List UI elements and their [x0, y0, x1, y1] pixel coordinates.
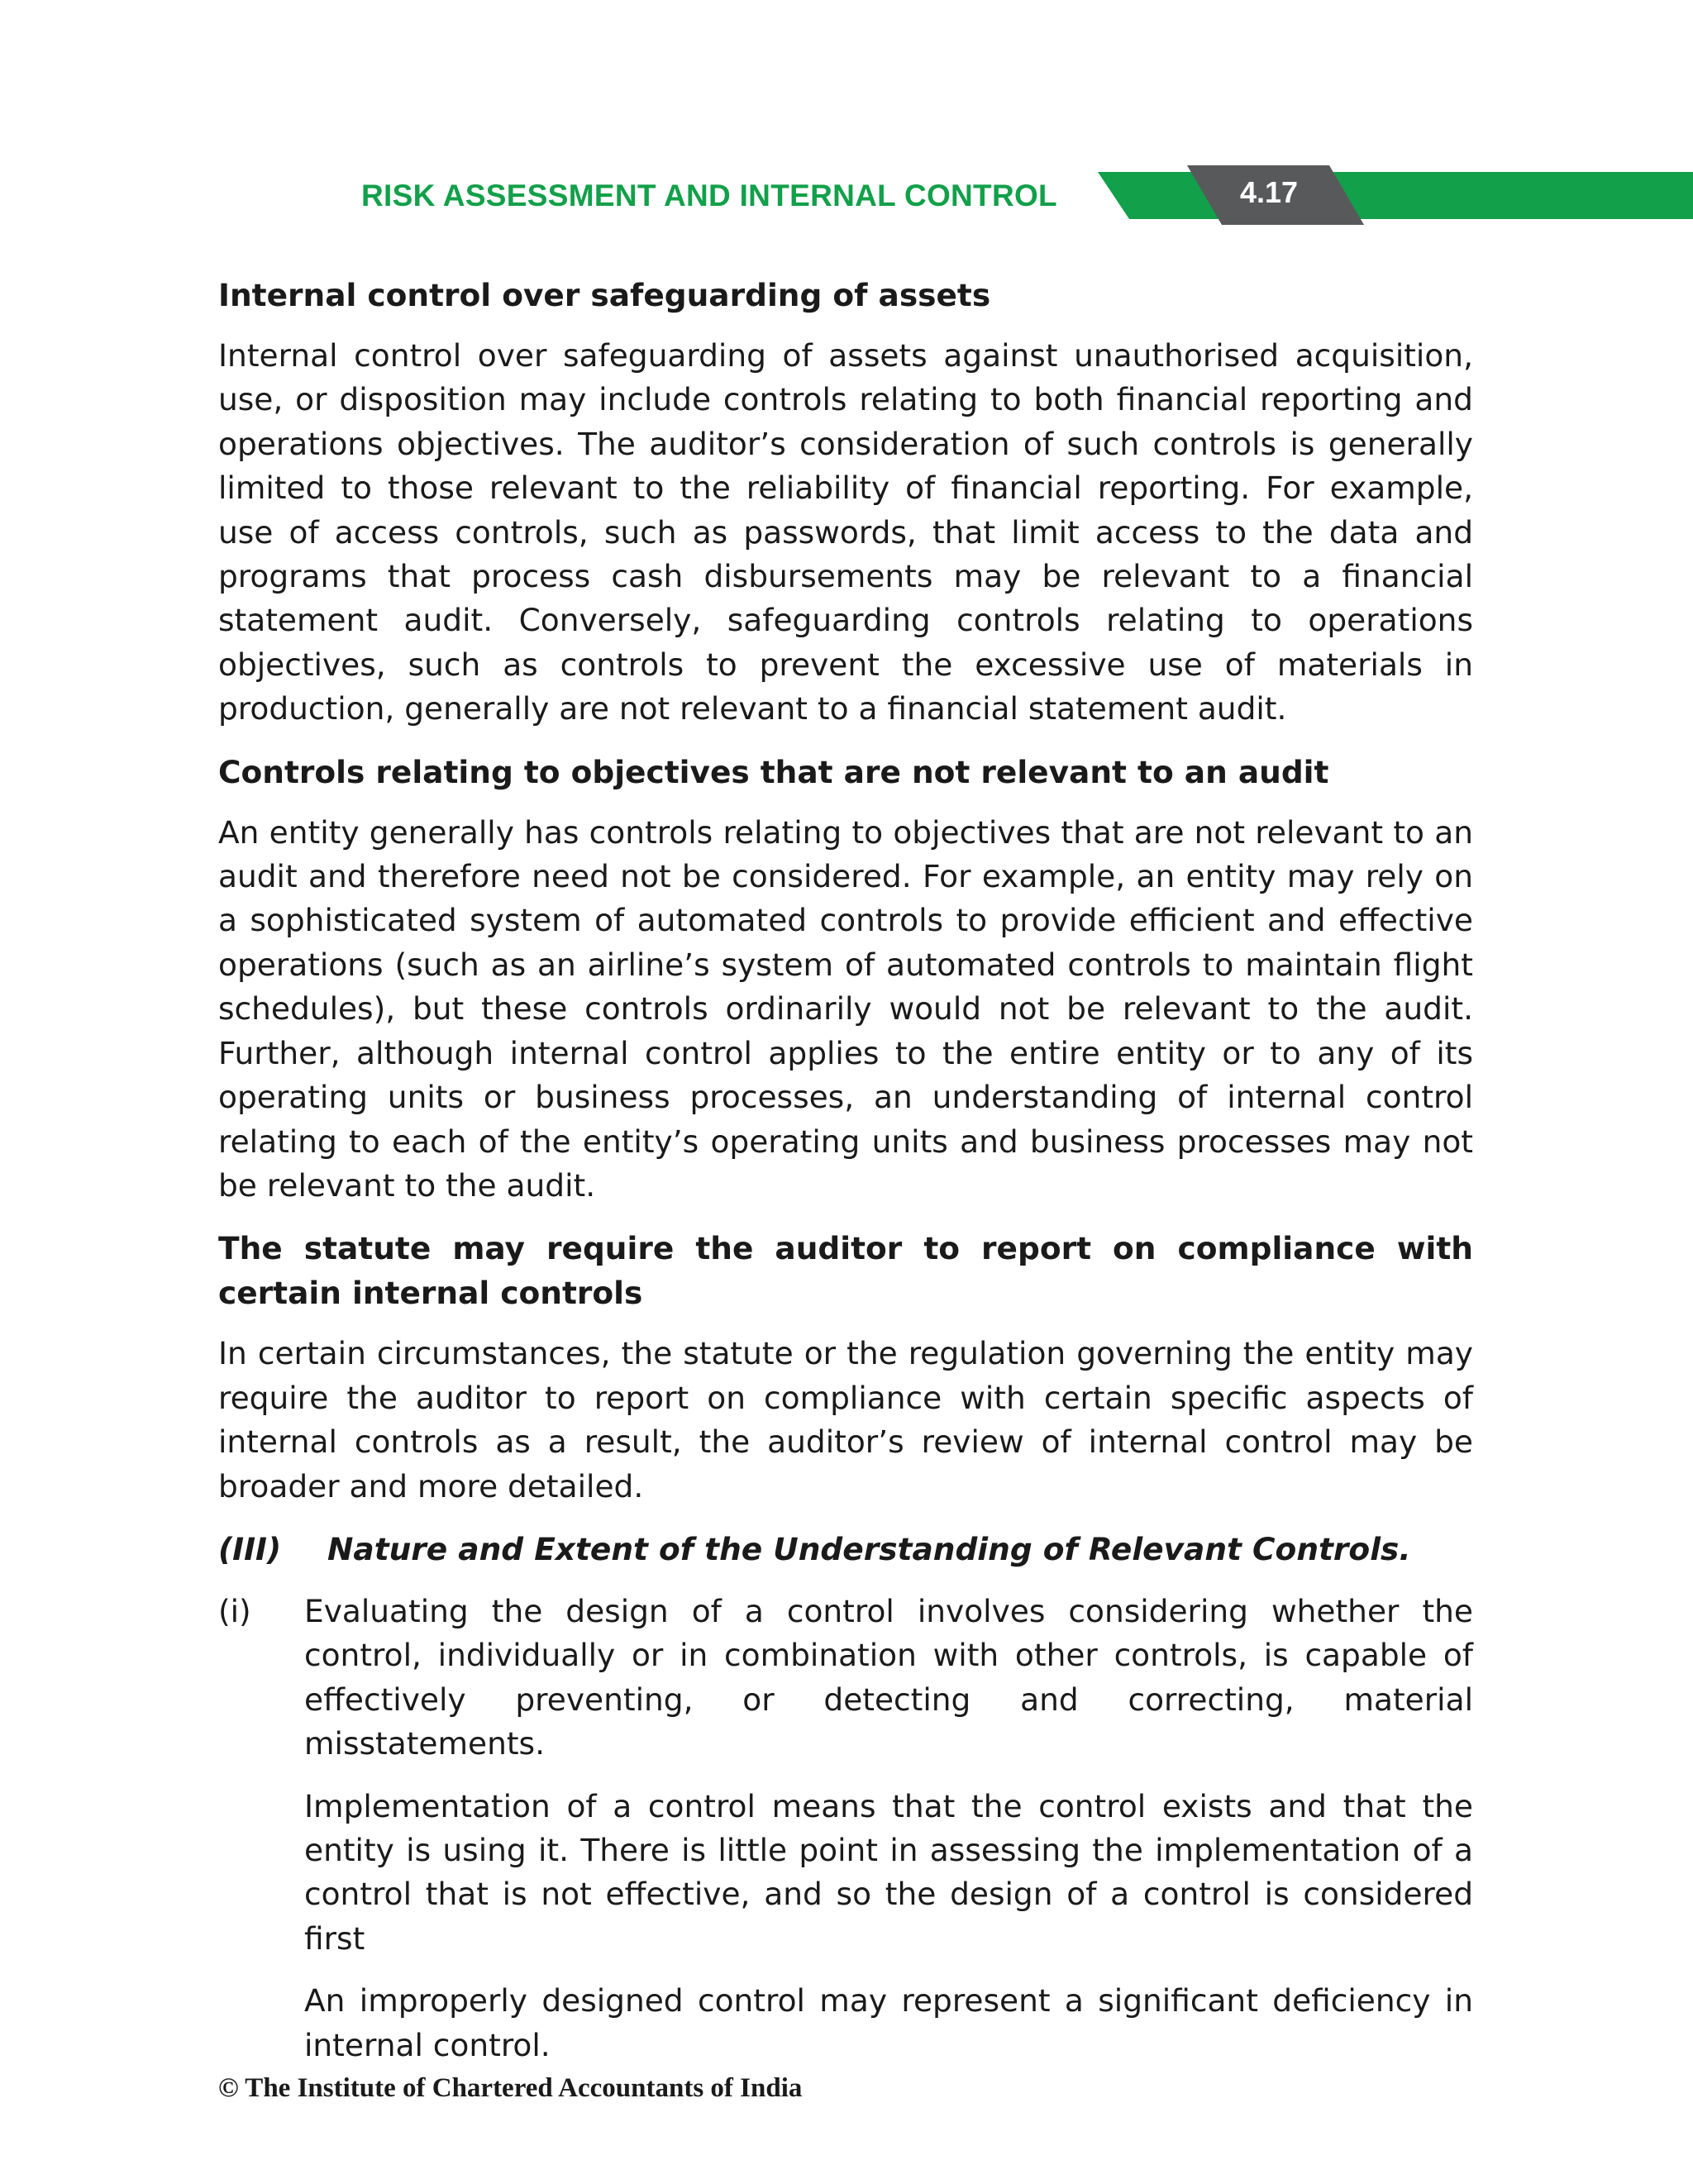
page-number-ribbon	[1098, 165, 1693, 231]
section-paragraph: An entity generally has controls relating to objectives that are not relevant to an audit and therefore need not be considered. For example, an entity may rely on a sophisticated system of automated controls to provide efficient and effective operations (such as an airline’s system of automated controls to maintain flight schedules), but these controls ordinarily would not be relevant to the audit. Further, although internal control applies to the entire entity or to any of its operating units or business processes, an understanding of internal control relating to each of the entity’s operating units and business processes may not be relevant to the audit.	[218, 813, 1473, 1204]
part-number: (III)	[218, 1530, 282, 1567]
item-paragraph: Evaluating the design of a control involves considering whether the control, individually or in combination with other controls, is capable of effectively preventing, or detecting and correcting, material misstatements.	[304, 1592, 1473, 1762]
part-title: Nature and Extent of the Understanding of Relevant Controls.	[327, 1530, 1411, 1567]
page-content	[218, 273, 1473, 2086]
part-heading	[218, 1527, 1473, 1571]
running-header-title: RISK ASSESSMENT AND INTERNAL CONTROL	[361, 179, 1057, 212]
section-heading: The statute may require the auditor to report on compliance with certain internal controls	[218, 1230, 1473, 1312]
page-number: 4.17	[1239, 175, 1299, 209]
item-paragraph: Implementation of a control means that the control exists and that the entity is using it. There is little point in assessing the implementation of a control that is not effective, and so the design of a control is considered first	[304, 1787, 1473, 1957]
copyright-footer: © The Institute of Chartered Accountants of India	[218, 2073, 803, 2103]
item-number: (i)	[218, 1592, 251, 1629]
item-body	[304, 1590, 1473, 2086]
section-paragraph: Internal control over safeguarding of assets against unauthorised acquisition, use, or disposition may include controls relating to both financial reporting and operations objectives. The auditor’s consideration of such controls is generally limited to those relevant to the reliability of financial reporting. For example, use of access controls, such as passwords, that limit access to the data and programs that process cash disbursements may be relevant to a financial statement audit. Conversely, safeguarding controls relating to operations objectives, such as controls to prevent the excessive use of materials in production, generally are not relevant to a financial statement audit.	[218, 337, 1473, 727]
item-paragraph: An improperly designed control may represent a significant deficiency in internal control.	[304, 1982, 1473, 2063]
list-item	[218, 1590, 1473, 2086]
section-heading: Controls relating to objectives that are not relevant to an audit	[218, 753, 1329, 790]
section-paragraph: In certain circumstances, the statute or the regulation governing the entity may require the auditor to report on compliance with certain specific aspects of internal controls as a result, the auditor’s review of internal control may be broader and more detailed.	[218, 1335, 1473, 1504]
green-ribbon	[1098, 172, 1693, 219]
section-heading: Internal control over safeguarding of assets	[218, 277, 991, 313]
